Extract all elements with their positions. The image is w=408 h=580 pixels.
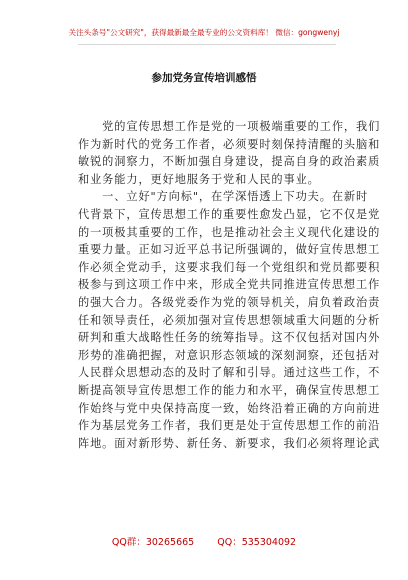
- body-line: 形势的准确把握，对意识形态领域的深刻洞察，还包括对: [78, 348, 381, 362]
- body-line: 代背景下，宣传思想工作的重要性愈发凸显，它不仅是党: [78, 207, 381, 221]
- body-line: 阵地。面对新形势、新任务、新要求，我们必须将理论武: [78, 436, 381, 450]
- document-title: 参加党务宣传培训感悟: [151, 72, 257, 84]
- body-line: 作必须全党动手，这要求我们每一个党组织和党员都要积: [78, 260, 381, 274]
- body-line: 研判和重大战略性任务的统筹指导。这不仅包括对国内外: [78, 331, 381, 345]
- document-body: [78, 118, 381, 452]
- body-line: 和业务能力，更好地服务于党和人民的事业。: [78, 172, 320, 186]
- qq-group-number: QQ群：30265665: [111, 537, 195, 548]
- body-line: 任和领导责任，必须加强对宣传思想领域重大问题的分析: [78, 313, 381, 327]
- body-line: 的一项极其重要的工作，也是推动社会主义现代化建设的: [78, 225, 381, 239]
- body-line: 一、立好"方向标"，在学深悟透上下功夫。在新时: [78, 190, 369, 204]
- body-line: 作始终与党中央保持高度一致，始终沿着正确的方向前进: [78, 401, 381, 415]
- body-line: 断提高领导宣传思想工作的能力和水平，确保宣传思想工: [78, 383, 381, 397]
- body-line: 人民群众思想动态的及时了解和引导。通过这些工作，不: [78, 366, 381, 380]
- contact-footer: [0, 534, 408, 548]
- header-divider: [78, 44, 336, 45]
- body-line: 党的宣传思想工作是党的一项极端重要的工作，我们: [78, 120, 381, 133]
- body-line: 作为新时代的党务工作者，必须要时刻保持清醒的头脑和: [78, 137, 381, 151]
- body-line: 极参与到这项工作中来，形成全党共同推进宣传思想工作: [78, 278, 381, 292]
- qq-number: QQ：535304092: [217, 537, 297, 548]
- body-line: 的强大合力。各级党委作为党的领导机关，肩负着政治责: [78, 295, 381, 309]
- body-line: 敏锐的洞察力，不断加强自身建设，提高自身的政治素质: [78, 155, 381, 169]
- body-line: 作为基层党务工作者，我们更是处于宣传思想工作的前沿: [78, 419, 381, 433]
- body-line: 重要力量。正如习近平总书记所强调的，做好宣传思想工: [78, 243, 381, 257]
- promo-header: 关注头条号"公文研究"，获得最新最全最专业的公文资料库！ 微信：gongwenyj: [68, 28, 340, 37]
